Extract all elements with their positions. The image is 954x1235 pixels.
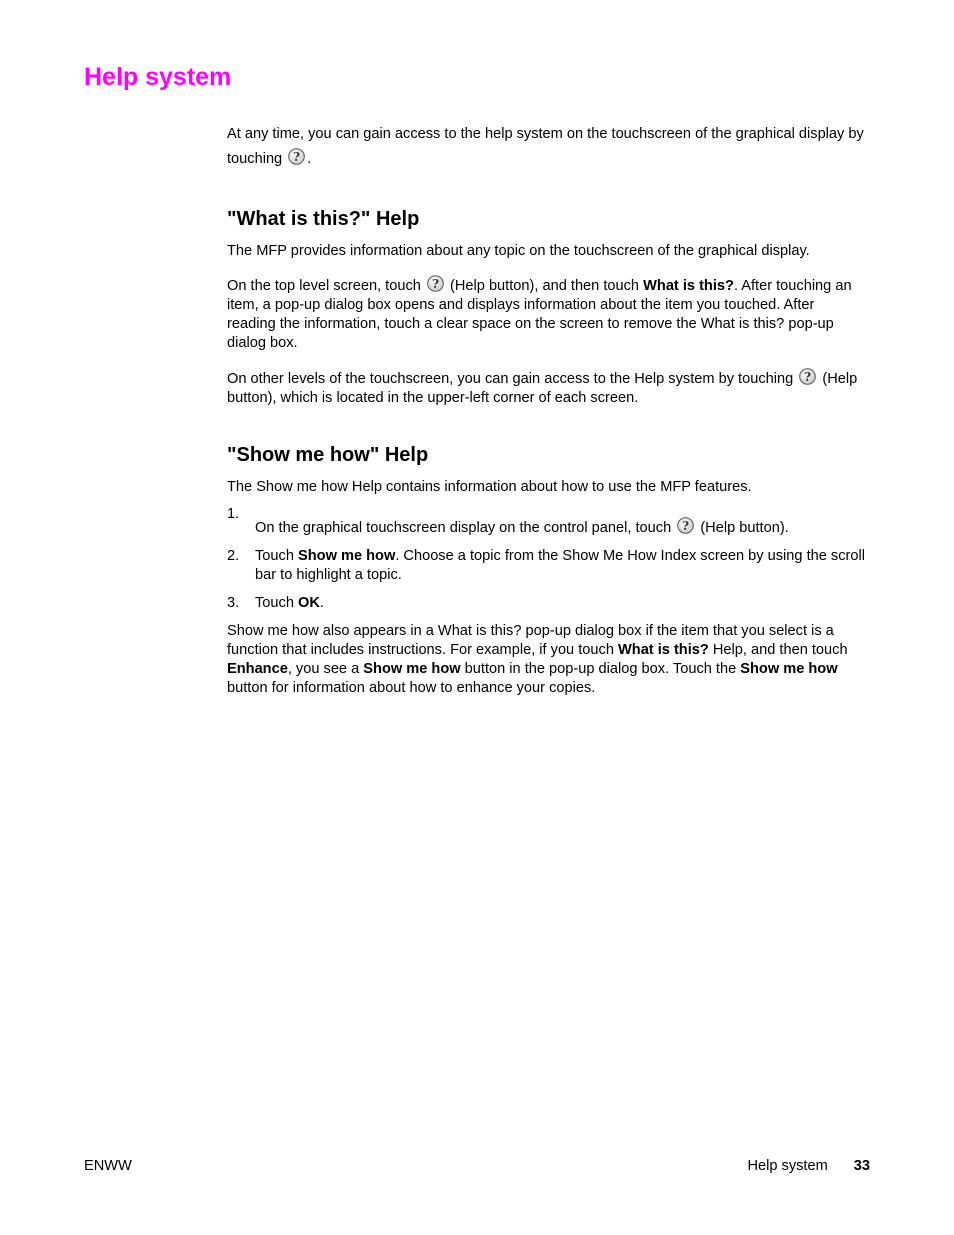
- p-bold: Show me how: [363, 661, 461, 677]
- p-text: Show me how also appears in a What is this? pop-up dialog box if the item that you select is a function that includes instructions. For example, if you touch: [227, 623, 834, 658]
- p2-bold-what-is-this: What is this?: [643, 278, 734, 294]
- list-item: [227, 506, 867, 538]
- p-text: , you see a: [287, 661, 360, 677]
- p-text: button in the pop-up dialog box. Touch the: [464, 661, 737, 677]
- page-title: Help system: [84, 63, 232, 91]
- p3-text-2: (Help button), which is located in the upper-left corner of each screen.: [227, 371, 858, 406]
- list-item: [227, 547, 867, 585]
- list-item: [227, 594, 867, 613]
- what-is-this-paragraph-2: [227, 275, 867, 353]
- what-is-this-heading: "What is this?" Help: [227, 208, 420, 230]
- what-is-this-paragraph-3: [227, 368, 867, 408]
- p-text: Help, and then touch: [712, 642, 848, 658]
- step-number: 3.: [227, 595, 240, 611]
- footer-right: [747, 1158, 870, 1174]
- step-text: On the graphical touchscreen display on the control panel, touch: [255, 520, 672, 536]
- svg-text:?: ?: [431, 277, 439, 291]
- help-question-icon: [427, 275, 444, 292]
- what-is-this-paragraph-1: The MFP provides information about any topic on the touchscreen of the graphical display.: [227, 243, 810, 259]
- intro-text-end: .: [307, 151, 312, 167]
- help-question-icon: [677, 517, 694, 534]
- svg-text:?: ?: [682, 519, 690, 533]
- p-bold: Show me how: [740, 661, 838, 677]
- p2-text-1: On the top level screen, touch: [227, 278, 421, 294]
- help-question-icon: [288, 148, 305, 165]
- p-bold: What is this?: [618, 642, 709, 658]
- intro-paragraph: [227, 122, 867, 172]
- step-text: . Choose a topic from the Show Me How Index screen by using the scroll bar to highlight a topic.: [255, 548, 865, 583]
- step-bold: OK: [298, 595, 320, 611]
- show-me-how-steps: [227, 506, 867, 613]
- svg-text:?: ?: [804, 370, 812, 384]
- step-text: Touch: [255, 595, 294, 611]
- step-bold: Show me how: [298, 548, 396, 564]
- svg-text:?: ?: [293, 150, 301, 164]
- show-me-how-paragraph-2: [227, 622, 867, 698]
- p2-text-2: (Help button), and then touch: [450, 278, 640, 294]
- p2-text-3: . After touching an item, a pop-up dialog box opens and displays information about the item you touched. After reading the information, touch a clear space on the screen to remove the What is this? pop-up dialog box.: [227, 278, 852, 351]
- main-content: [227, 122, 867, 698]
- footer-page-number: 33: [853, 1158, 870, 1174]
- intro-text: At any time, you can gain access to the help system on the touchscreen of the graphical display by touching: [227, 126, 864, 167]
- show-me-how-paragraph-1: The Show me how Help contains information about how to use the MFP features.: [227, 479, 752, 495]
- step-text: .: [319, 595, 324, 611]
- help-question-icon: [799, 368, 816, 385]
- step-text: (Help button).: [700, 520, 789, 536]
- p-text: button for information about how to enhance your copies.: [227, 680, 596, 696]
- show-me-how-heading: "Show me how" Help: [227, 444, 429, 466]
- footer-left: ENWW: [84, 1158, 132, 1174]
- step-text: Touch: [255, 548, 294, 564]
- step-number: 1.: [227, 506, 240, 522]
- p3-text-1: On other levels of the touchscreen, you can gain access to the Help system by touching: [227, 371, 794, 387]
- step-number: 2.: [227, 548, 240, 564]
- footer-section-title: Help system: [747, 1158, 828, 1174]
- p-bold: Enhance: [227, 661, 288, 677]
